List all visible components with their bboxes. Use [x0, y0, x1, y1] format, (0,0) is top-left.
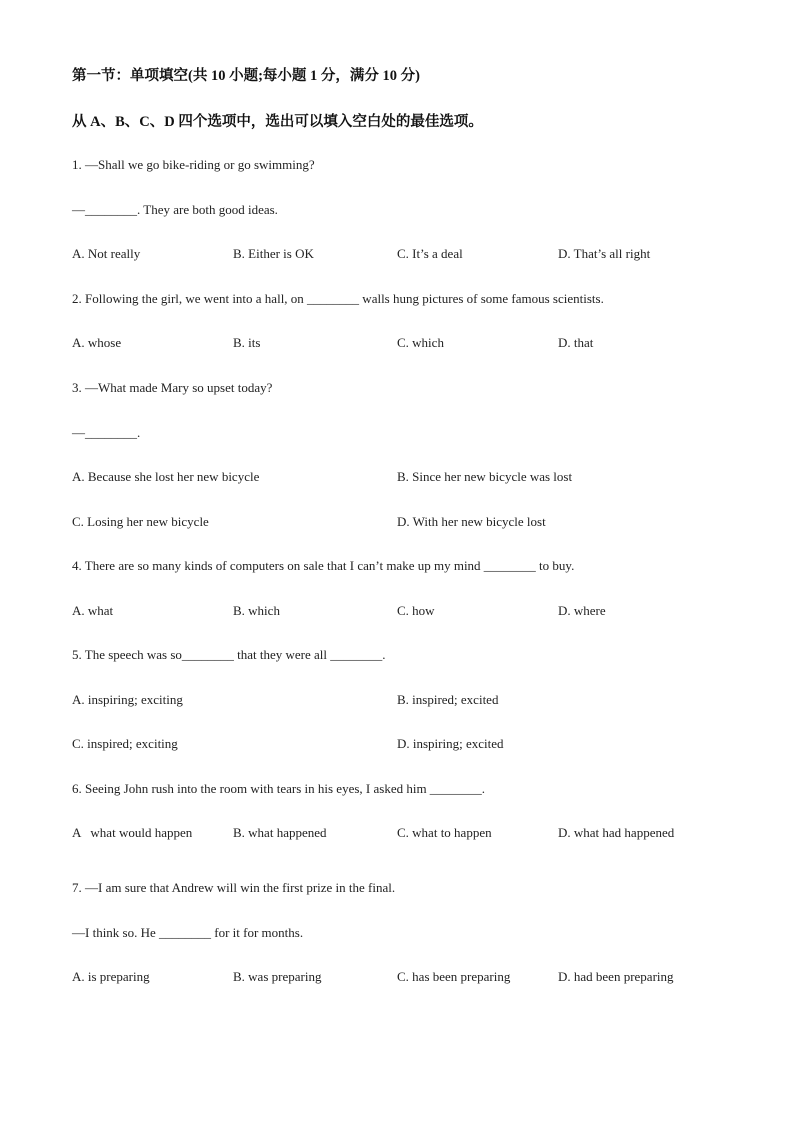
question-2-option-c: C. which [397, 335, 444, 350]
question-3-answer-line: —________. [72, 425, 141, 440]
question-1-answer-line: —________. They are both good ideas. [72, 202, 278, 217]
question-1-stem: 1. —Shall we go bike-riding or go swimming? [72, 157, 315, 172]
question-5-option-c: C. inspired; exciting [72, 736, 178, 751]
question-4-stem: 4. There are so many kinds of computers on sale that I can’t make up my mind ________ to buy. [72, 558, 575, 573]
question-5-option-d: D. inspiring; excited [397, 736, 504, 751]
question-7-option-a: A. is preparing [72, 969, 150, 984]
section-instruction: 从 A、B、C、D 四个选项中，选出可以填入空白处的最佳选项。 [72, 114, 483, 130]
question-4-option-c: C. how [397, 603, 435, 618]
question-6-option-c: C. what to happen [397, 825, 492, 840]
question-7-stem: 7. —I am sure that Andrew will win the first prize in the final. [72, 880, 396, 895]
question-3-option-b: B. Since her new bicycle was lost [397, 469, 573, 484]
question-3-option-d: D. With her new bicycle lost [397, 514, 546, 529]
question-7-option-c: C. has been preparing [397, 969, 511, 984]
question-2-option-b: B. its [233, 335, 261, 350]
question-1-option-a: A. Not really [72, 246, 141, 261]
question-2-stem: 2. Following the girl, we went into a hall, on ________ walls hung pictures of some famous scientists. [72, 291, 604, 306]
question-7-answer-line: —I think so. He ________ for it for months. [72, 925, 304, 940]
question-6-stem: 6. Seeing John rush into the room with tears in his eyes, I asked him ________. [72, 781, 486, 796]
question-2-option-d: D. that [558, 335, 594, 350]
question-4-option-b: B. which [233, 603, 280, 618]
section-title: 第一节：单项填空(共 10 小题;每小题 1 分，满分 10 分) [72, 68, 420, 84]
question-3-option-a: A. Because she lost her new bicycle [72, 469, 260, 484]
question-2-option-a: A. whose [72, 335, 122, 350]
question-3-stem: 3. —What made Mary so upset today? [72, 380, 273, 395]
question-6-option-d: D. what had happened [558, 825, 675, 840]
question-5-stem: 5. The speech was so________ that they were all ________. [72, 647, 386, 662]
question-5-option-a: A. inspiring; exciting [72, 692, 183, 707]
question-6-option-a: A what would happen [72, 825, 193, 840]
question-4-option-d: D. where [558, 603, 606, 618]
question-5-option-b: B. inspired; excited [397, 692, 499, 707]
question-1-option-d: D. That’s all right [558, 246, 651, 261]
question-1-option-c: C. It’s a deal [397, 246, 463, 261]
question-7-option-d: D. had been preparing [558, 969, 674, 984]
question-1-option-b: B. Either is OK [233, 246, 314, 261]
question-7-option-b: B. was preparing [233, 969, 322, 984]
question-4-option-a: A. what [72, 603, 114, 618]
question-3-option-c: C. Losing her new bicycle [72, 514, 209, 529]
question-6-option-b: B. what happened [233, 825, 327, 840]
